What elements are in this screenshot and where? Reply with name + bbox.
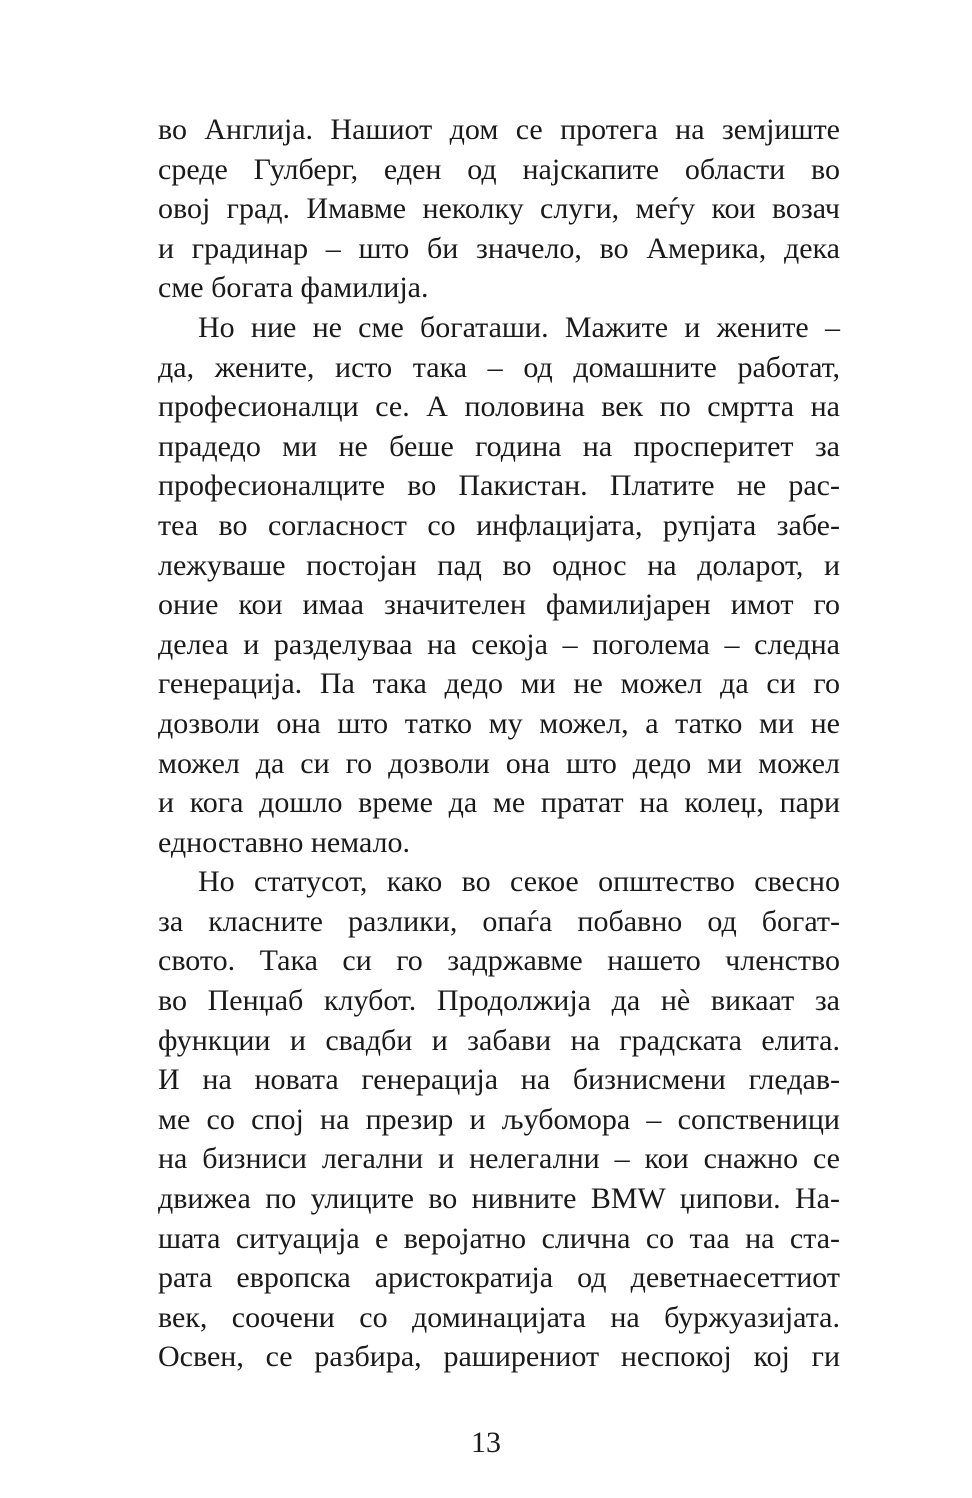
text-line: свото. Така си го задржавме нашето членство [158,944,840,978]
text-line: за класните разлики, опаѓа побавно од богат- [158,904,840,938]
text-line: можел да си го дозволи она што дедо ми можел [158,746,840,780]
text-line: рата европска аристократија од деветнаесеттиот [158,1261,840,1295]
text-line: ме со спој на презир и љубомора – сопственици [158,1102,840,1136]
text-line: овој град. Имавме неколку слуги, меѓу кои возач [158,192,840,226]
text-line: теа во согласност со инфлацијата, рупјата забе- [158,508,840,542]
text-line: Освен, се разбира, раширениот неспокој кој ги [158,1340,840,1374]
text-line: во Пенџаб клубот. Продолжија да нè викаат за [158,984,840,1018]
text-line: едноставно немало. [158,825,411,859]
text-line: делеа и разделуваа на секоја – поголема – следна [158,627,840,661]
text-line: сме богата фамилија. [158,271,429,305]
text-line: Но ние не сме богаташи. Мажите и жените – [198,310,840,344]
paragraph-2 [158,308,840,862]
text-line: Но статусот, како во секое општество свесно [198,865,840,899]
paragraph-3 [158,862,840,1377]
text-line: професионалци се. А половина век по смртта на [158,390,840,424]
text-line: прадедо ми не беше година на просперитет за [158,429,840,463]
text-line: и градинар – што би значело, во Америка, дека [158,231,840,265]
text-line: да, жените, исто така – од домашните работат, [158,350,840,384]
body-text [158,110,840,1377]
text-line: функции и свадби и забави на градската елита. [158,1023,840,1057]
page-number: 13 [471,1426,501,1459]
text-line: дозволи она што татко му можел, а татко ми не [158,706,840,740]
text-line: И на новата генерација на бизнисмени гледав- [158,1063,840,1097]
text-line: движеа по улиците во нивните BMW џипови. На- [158,1182,840,1216]
text-line: генерација. Па така дедо ми не можел да си го [158,667,840,701]
paragraph-1 [158,110,840,308]
text-line: среде Гулберг, еден од најскапите области во [158,152,840,186]
text-line: оние кои имаа значителен фамилијарен имот го [158,588,840,622]
text-line: век, соочени со доминацијата на буржуазијата. [158,1300,840,1334]
text-line: лежуваше постојан пад во однос на доларот, и [158,548,840,582]
text-line: на бизниси легални и нелегални – кои снажно се [158,1142,840,1176]
text-line: во Англија. Нашиот дом се протега на земјиште [158,113,840,146]
text-line: шата ситуација е веројатно слична со таа на ста- [158,1221,840,1255]
text-line: и кога дошло време да ме пратат на колеџ, пари [158,786,840,820]
text-line: професионалците во Пакистан. Платите не рас- [158,469,840,503]
